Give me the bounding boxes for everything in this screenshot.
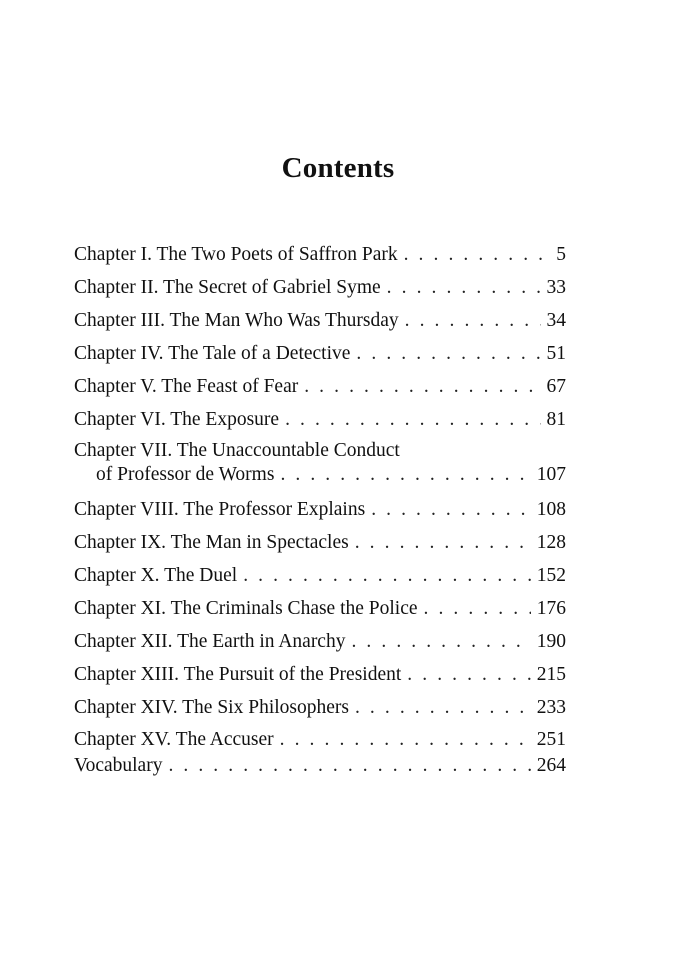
page-title: Contents	[281, 152, 395, 184]
toc-entry-label: Chapter IV. The Tale of a Detective	[74, 343, 351, 364]
dot-leader	[285, 403, 540, 436]
toc-entry-label: Chapter II. The Secret of Gabriel Syme	[74, 277, 381, 298]
toc-entry-chapter-5[interactable]	[74, 370, 566, 403]
toc-entry-chapter-15[interactable]	[74, 727, 566, 753]
toc-entry-chapter-9[interactable]	[74, 526, 566, 559]
dot-leader	[280, 463, 530, 487]
toc-entry-page-number: 5	[556, 244, 566, 265]
toc-entry-page-number: 233	[536, 697, 566, 718]
toc-entry-label: Chapter X. The Duel	[74, 565, 238, 586]
dot-leader	[371, 493, 531, 526]
toc-entry-page-number: 264	[536, 755, 566, 776]
dot-leader	[243, 559, 531, 592]
toc-entry-chapter-12[interactable]	[74, 625, 566, 658]
dot-leader	[351, 625, 530, 658]
toc-entry-label: Chapter XIV. The Six Philosophers	[74, 697, 349, 718]
toc-entry-page-number: 81	[546, 409, 566, 430]
toc-entry-page-number: 51	[546, 343, 566, 364]
toc-entry-label: Chapter VIII. The Professor Explains	[74, 499, 366, 520]
toc-entry-page-number: 251	[536, 729, 566, 750]
toc-entry-label: Chapter XI. The Criminals Chase the Police	[74, 598, 418, 619]
toc-entry-page-number: 128	[536, 532, 566, 553]
dot-leader	[168, 753, 530, 779]
toc-entry-chapter-4[interactable]	[74, 337, 566, 370]
toc-entry-chapter-7[interactable]	[74, 439, 566, 487]
toc-entry-label: Chapter XV. The Accuser	[74, 729, 274, 750]
toc-entry-label: Chapter V. The Feast of Fear	[74, 376, 299, 397]
toc-entry-label: Vocabulary	[74, 755, 163, 776]
toc-entry-chapter-1[interactable]	[74, 238, 566, 271]
toc-entry-chapter-11[interactable]	[74, 592, 566, 625]
toc-entry-chapter-13[interactable]	[74, 658, 566, 691]
toc-entry-label: Chapter XIII. The Pursuit of the President	[74, 664, 402, 685]
toc-entry-page-number: 34	[546, 310, 566, 331]
toc-entry-page-number: 152	[536, 565, 566, 586]
toc-entry-label: Chapter IX. The Man in Spectacles	[74, 532, 349, 553]
dot-leader	[424, 592, 531, 625]
toc-entry-chapter-3[interactable]	[74, 304, 566, 337]
toc-entry-chapter-6[interactable]	[74, 403, 566, 436]
dot-leader	[280, 727, 531, 753]
toc-entry-chapter-10[interactable]	[74, 559, 566, 592]
toc-entry-label-line-1: Chapter VII. The Unaccountable Conduct	[74, 440, 400, 461]
dot-leader	[304, 370, 540, 403]
dot-leader	[407, 658, 530, 691]
toc-entry-page-number: 33	[546, 277, 566, 298]
toc-entry-page-number: 190	[536, 631, 566, 652]
dot-leader	[387, 271, 541, 304]
toc-entry-page-number: 67	[546, 376, 566, 397]
toc-entry-page-number: 107	[536, 464, 566, 485]
toc-entry-label: Chapter III. The Man Who Was Thursday	[74, 310, 399, 331]
dot-leader	[356, 337, 540, 370]
dot-leader	[355, 526, 531, 559]
toc-entry-label: Chapter VI. The Exposure	[74, 409, 280, 430]
dot-leader	[404, 238, 546, 271]
toc-entry-chapter-2[interactable]	[74, 271, 566, 304]
dot-leader	[355, 691, 531, 724]
toc-entry-page-number: 176	[536, 598, 566, 619]
toc-entry-chapter-14[interactable]	[74, 691, 566, 724]
toc-entry-chapter-8[interactable]	[74, 493, 566, 526]
toc-entry-label: Chapter I. The Two Poets of Saffron Park	[74, 244, 398, 265]
toc-entry-label: Chapter XII. The Earth in Anarchy	[74, 631, 346, 652]
toc-entry-page-number: 215	[536, 664, 566, 685]
toc-entry-vocabulary[interactable]	[74, 753, 566, 779]
toc-entry-page-number: 108	[536, 499, 566, 520]
table-of-contents	[74, 238, 566, 779]
dot-leader	[405, 304, 541, 337]
toc-entry-label-line-2: of Professor de Worms	[96, 464, 275, 485]
